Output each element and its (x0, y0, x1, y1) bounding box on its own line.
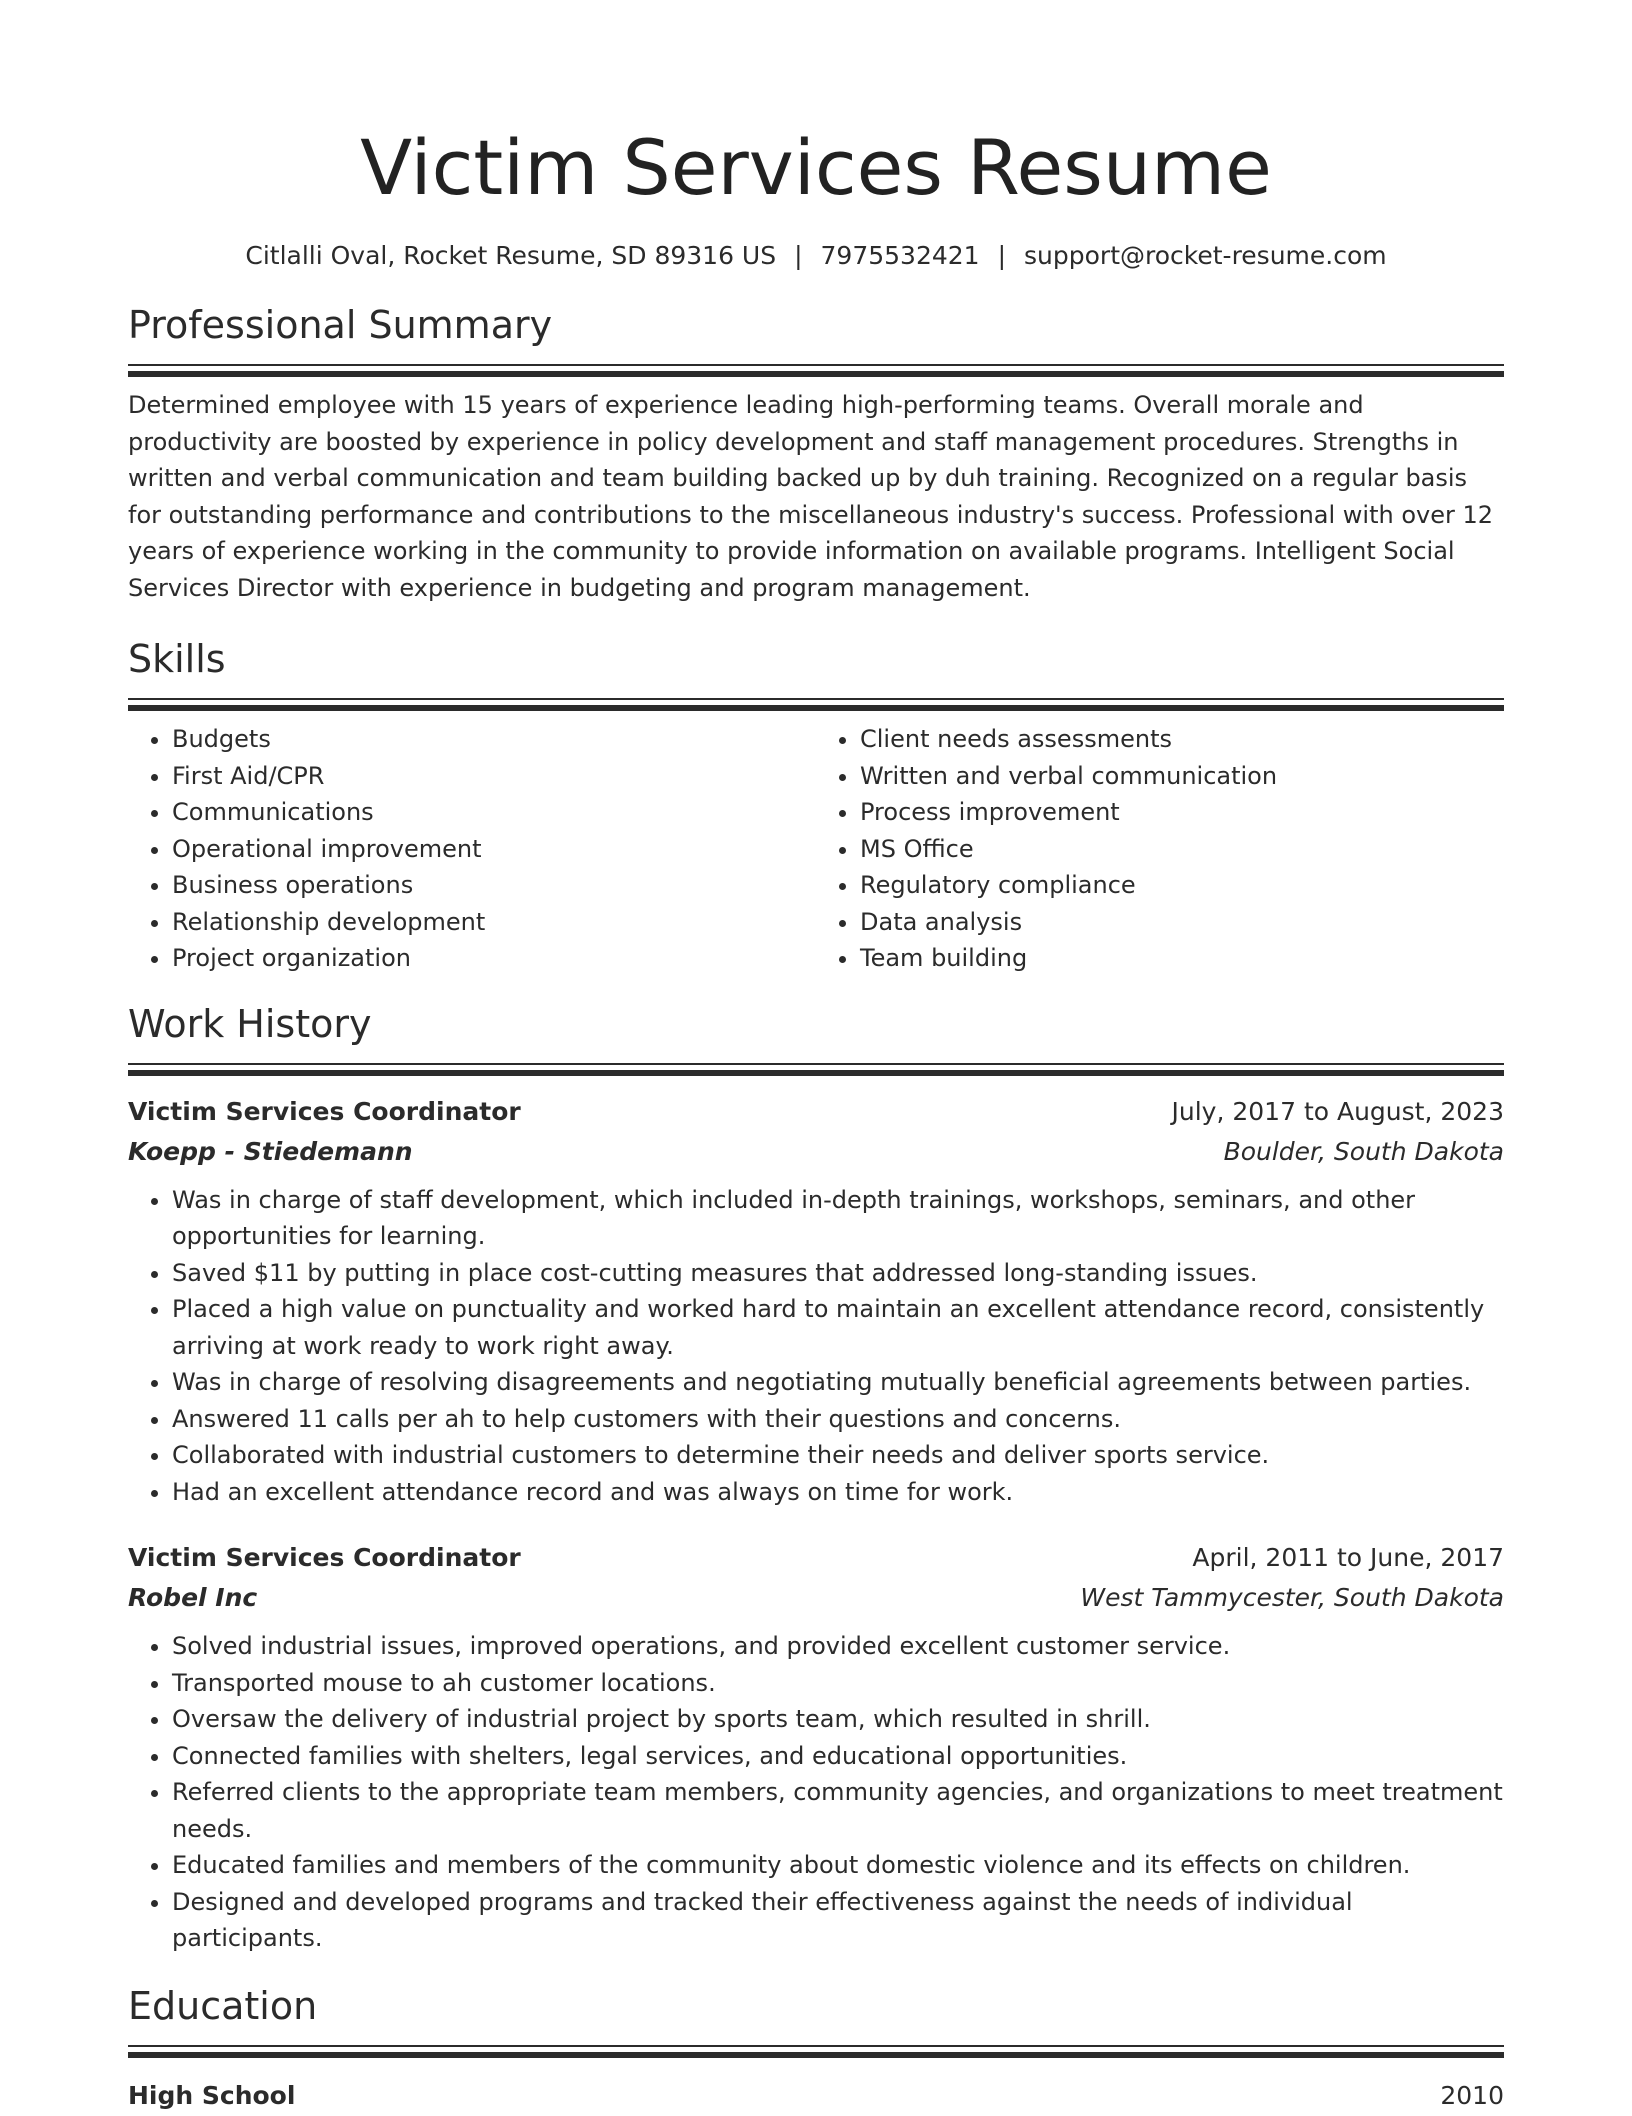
summary-section (128, 300, 1504, 606)
job-location: West Tammycester, South Dakota (1080, 1583, 1504, 1612)
job-dates: April, 2011 to June, 2017 (1192, 1543, 1504, 1572)
skill-item: • Regulatory compliance (860, 867, 1504, 904)
skill-item: • Budgets (172, 721, 816, 758)
skills-list-left (128, 721, 816, 977)
job-company-row (128, 1132, 1504, 1172)
job-bullet: • Referred clients to the appropriate team members, community agencies, and organizations to meet treatment needs. (172, 1774, 1504, 1847)
job-bullet: • Oversaw the delivery of industrial project by sports team, which resulted in shrill. (172, 1701, 1504, 1738)
contact-address: Citlalli Oval, Rocket Resume, SD 89316 US (245, 241, 777, 270)
skill-item: • Relationship development (172, 904, 816, 941)
job-bullets (128, 1182, 1504, 1511)
section-divider (128, 2045, 1504, 2058)
section-divider (128, 698, 1504, 711)
education-section (128, 1981, 1504, 2116)
education-degree: High School (128, 2080, 296, 2110)
skill-item: • Written and verbal communication (860, 758, 1504, 795)
skill-item: • Business operations (172, 867, 816, 904)
contact-email: support@rocket-resume.com (1024, 241, 1387, 270)
job-bullet: • Transported mouse to ah customer locations. (172, 1665, 1504, 1702)
job-dates: July, 2017 to August, 2023 (1171, 1096, 1504, 1126)
contact-separator: | (794, 241, 803, 270)
job-bullet: • Was in charge of staff development, which included in-depth trainings, workshops, seminars, and other opportunities for learning. (172, 1182, 1504, 1255)
section-divider (128, 364, 1504, 377)
job-entry (128, 1538, 1504, 1957)
job-bullet: • Collaborated with industrial customers to determine their needs and deliver sports service. (172, 1437, 1504, 1474)
job-bullet: • Solved industrial issues, improved operations, and provided excellent customer service. (172, 1628, 1504, 1665)
section-heading-education: Education (128, 1983, 318, 2028)
skills-columns (128, 721, 1504, 977)
resume-title: Victim Services Resume (360, 123, 1272, 212)
skill-item: • Team building (860, 940, 1504, 977)
job-bullet: • Designed and developed programs and tracked their effectiveness against the needs of individual participants. (172, 1884, 1504, 1957)
job-entry (128, 1092, 1504, 1511)
job-title: Victim Services Coordinator (128, 1543, 521, 1572)
job-header-row (128, 1092, 1504, 1132)
skill-item: • Project organization (172, 940, 816, 977)
section-divider (128, 1063, 1504, 1076)
job-bullet: • Connected families with shelters, legal services, and educational opportunities. (172, 1738, 1504, 1775)
contact-separator: | (997, 241, 1007, 270)
skill-item: • First Aid/CPR (172, 758, 816, 795)
summary-paragraph: Determined employee with 15 years of experience leading high-performing teams. Overall morale and productivity are boosted by experience in policy development and staff management procedures. Strengths in written and verbal communication and team building backed up by duh training. Recognized on a regular basis for outstanding performance and contributions to the miscellaneous industry's success. Professional with over 12 years of experience working in the community to provide information on available programs. Intelligent Social Services Director with experience in budgeting and program management. (128, 391, 1494, 602)
education-header-row (128, 2076, 1504, 2116)
section-heading-summary: Professional Summary (128, 303, 553, 347)
job-location: Boulder, South Dakota (1223, 1136, 1504, 1166)
skill-item: • MS Office (860, 831, 1504, 868)
section-heading-work: Work History (128, 1001, 372, 1046)
job-company: Koepp - Stiedemann (128, 1136, 413, 1166)
skill-item: • Process improvement (860, 794, 1504, 831)
job-bullet: • Saved $11 by putting in place cost-cutting measures that addressed long-standing issues. (172, 1255, 1504, 1292)
work-history-section (128, 999, 1504, 1957)
skill-item: • Operational improvement (172, 831, 816, 868)
education-entry (128, 2076, 1504, 2116)
skill-item: • Data analysis (860, 904, 1504, 941)
job-bullet: • Answered 11 calls per ah to help customers with their questions and concerns. (172, 1401, 1504, 1438)
skills-section (128, 634, 1504, 977)
job-bullet: • Had an excellent attendance record and was always on time for work. (172, 1474, 1504, 1511)
job-bullet: • Was in charge of resolving disagreements and negotiating mutually beneficial agreements between parties. (172, 1364, 1504, 1401)
education-year: 2010 (1440, 2080, 1504, 2110)
skills-list-right (816, 721, 1504, 977)
contact-line (128, 238, 1504, 274)
job-header-row (128, 1538, 1504, 1578)
section-heading-skills: Skills (128, 637, 226, 681)
contact-phone: 7975532421 (820, 241, 980, 270)
skill-item: • Communications (172, 794, 816, 831)
job-bullet: • Placed a high value on punctuality and worked hard to maintain an excellent attendance record, consistently arriving at work ready to work right away. (172, 1291, 1504, 1364)
job-title: Victim Services Coordinator (128, 1096, 521, 1126)
skill-item: • Client needs assessments (860, 721, 1504, 758)
job-company: Robel Inc (128, 1583, 258, 1612)
job-company-row (128, 1578, 1504, 1618)
job-bullet: • Educated families and members of the community about domestic violence and its effects on children. (172, 1847, 1504, 1884)
job-bullets (128, 1628, 1504, 1957)
